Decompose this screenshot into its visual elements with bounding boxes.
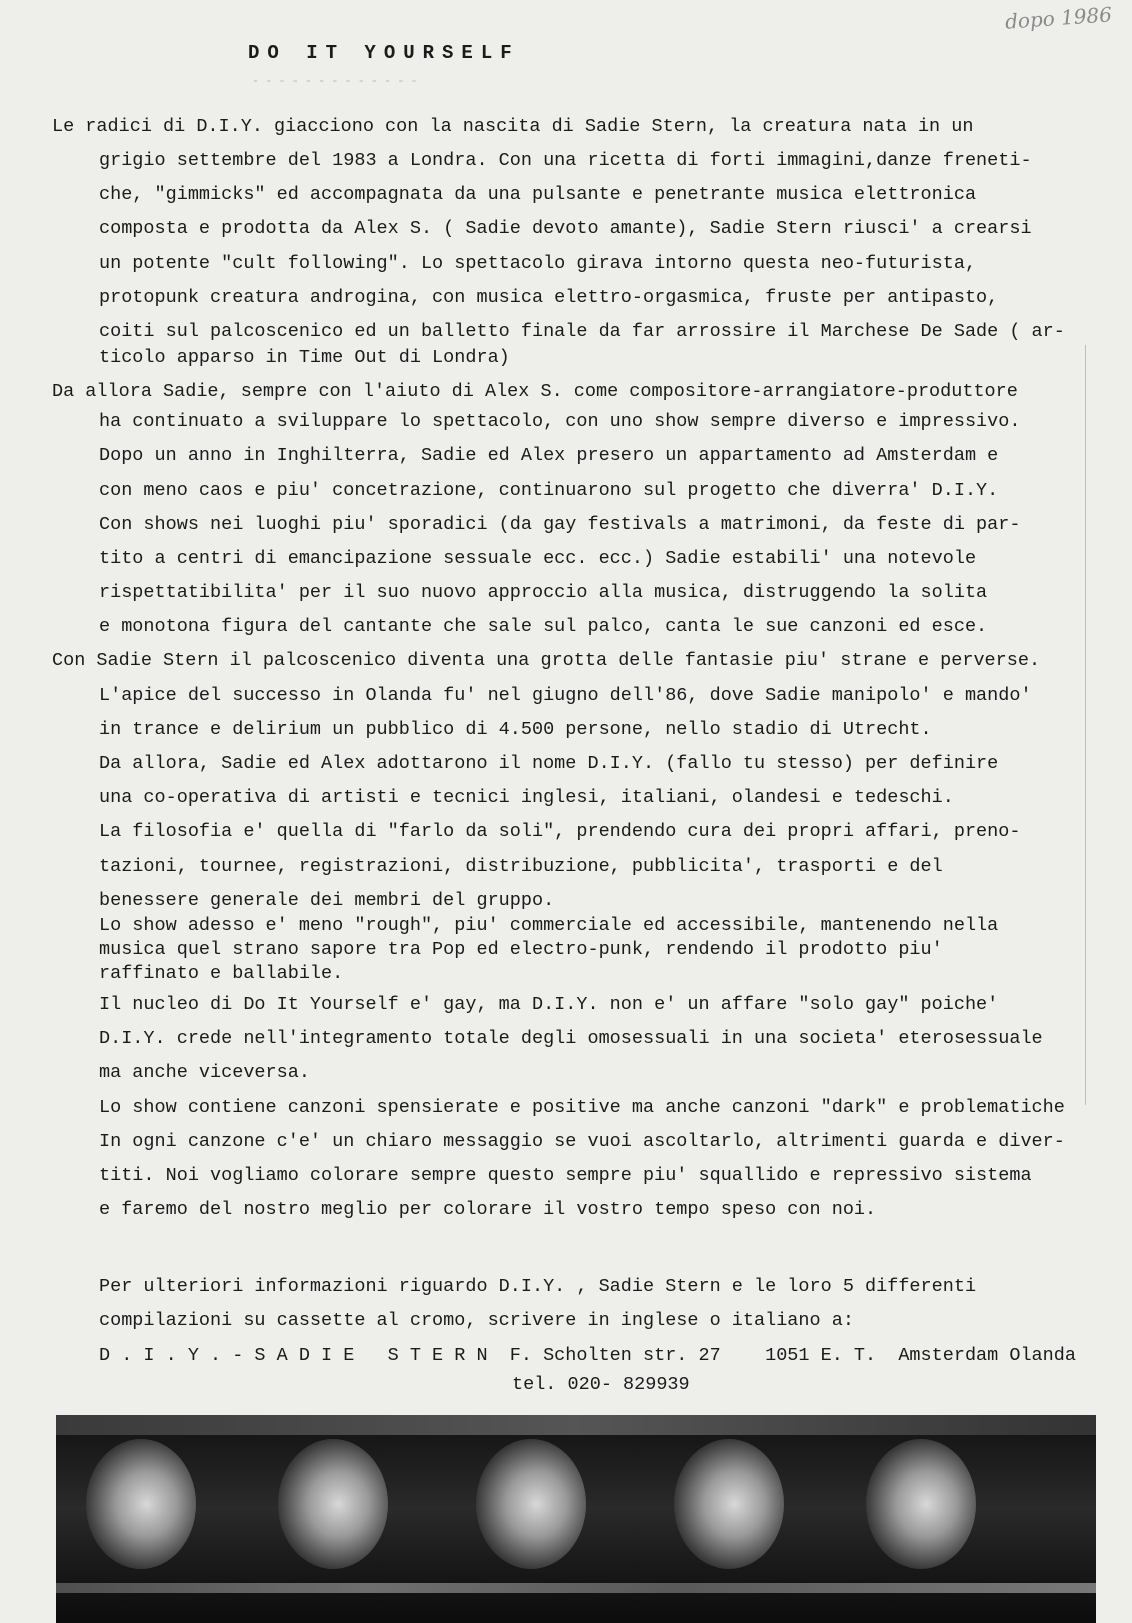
handwritten-annotation: dopo 1986: [1004, 2, 1113, 34]
text-line: in trance e delirium un pubblico di 4.500 persone, nello stadio di Utrecht.: [99, 719, 932, 740]
text-line: raffinato e ballabile.: [99, 963, 344, 984]
text-line: Lo show adesso e' meno "rough", piu' commerciale ed accessibile, mantenendo nella: [99, 915, 999, 936]
address-line: D . I . Y . - S A D I E S T E R N F. Scholten str. 27 1051 E. T. Amsterdam Olanda: [99, 1345, 1076, 1366]
text-line: Lo show contiene canzoni spensierate e positive ma anche canzoni "dark" e problematiche: [99, 1097, 1065, 1118]
photo-bottom-band: [56, 1583, 1096, 1593]
text-line: composta e prodotta da Alex S. ( Sadie devoto amante), Sadie Stern riusci' a crearsi: [99, 218, 1032, 239]
text-line: rispettatibilita' per il suo nuovo approccio alla musica, distruggendo la solita: [99, 582, 988, 603]
contact-line: Per ulteriori informazioni riguardo D.I.Y. , Sadie Stern e le loro 5 differenti: [99, 1276, 977, 1297]
text-line: Con Sadie Stern il palcoscenico diventa una grotta delle fantasie piu' strane e perverse.: [52, 650, 1041, 671]
photo-frame-face: [674, 1439, 784, 1569]
text-line: con meno caos e piu' concetrazione, continuarono sul progetto che diverra' D.I.Y.: [99, 480, 999, 501]
title-underline-strikeout: -------------: [252, 74, 424, 84]
text-line: benessere generale dei membri del gruppo.: [99, 890, 555, 911]
text-line: un potente "cult following". Lo spettacolo girava intorno questa neo-futurista,: [99, 253, 977, 274]
text-line: Dopo un anno in Inghilterra, Sadie ed Alex presero un appartamento ad Amsterdam e: [99, 445, 999, 466]
text-line: e faremo del nostro meglio per colorare il vostro tempo speso con noi.: [99, 1199, 877, 1220]
text-line: coiti sul palcoscenico ed un balletto finale da far arrossire il Marchese De Sade ( ar-: [99, 321, 1065, 342]
text-line: che, "gimmicks" ed accompagnata da una pulsante e penetrante musica elettronica: [99, 184, 977, 205]
text-line: una co-operativa di artisti e tecnici inglesi, italiani, olandesi e tedeschi.: [99, 787, 954, 808]
text-line: Le radici di D.I.Y. giacciono con la nascita di Sadie Stern, la creatura nata in un: [52, 116, 974, 137]
photo-frame-face: [476, 1439, 586, 1569]
text-line: grigio settembre del 1983 a Londra. Con una ricetta di forti immagini,danze freneti-: [99, 150, 1032, 171]
text-line: protopunk creatura androgina, con musica elettro-orgasmica, fruste per antipasto,: [99, 287, 999, 308]
text-line: L'apice del successo in Olanda fu' nel giugno dell'86, dove Sadie manipolo' e mando': [99, 685, 1032, 706]
phone-line: tel. 020- 829939: [512, 1374, 690, 1395]
contact-line: compilazioni su cassette al cromo, scrivere in inglese o italiano a:: [99, 1310, 854, 1331]
photo-top-band: [56, 1415, 1096, 1435]
text-line: ha continuato a sviluppare lo spettacolo, con uno show sempre diverso e impressivo.: [99, 411, 1021, 432]
text-line: D.I.Y. crede nell'integramento totale degli omosessuali in una societa' eterosessuale: [99, 1028, 1043, 1049]
text-line: Da allora Sadie, sempre con l'aiuto di Alex S. come compositore-arrangiatore-produttore: [52, 381, 1018, 402]
text-line: tazioni, tournee, registrazioni, distribuzione, pubblicita', trasporti e del: [99, 856, 943, 877]
text-line: titi. Noi vogliamo colorare sempre questo sempre piu' squallido e repressivo sistema: [99, 1165, 1032, 1186]
text-line: musica quel strano sapore tra Pop ed electro-punk, rendendo il prodotto piu': [99, 939, 943, 960]
text-line: La filosofia e' quella di "farlo da soli", prendendo cura dei propri affari, preno-: [99, 821, 1021, 842]
document-title: DO IT YOURSELF: [248, 42, 520, 64]
text-line: ma anche viceversa.: [99, 1062, 310, 1083]
photo-frame-face: [86, 1439, 196, 1569]
photo-frame-face: [866, 1439, 976, 1569]
film-strip-photo: [56, 1415, 1096, 1623]
text-line: Il nucleo di Do It Yourself e' gay, ma D.I.Y. non e' un affare "solo gay" poiche': [99, 994, 999, 1015]
text-line: Da allora, Sadie ed Alex adottarono il nome D.I.Y. (fallo tu stesso) per definire: [99, 753, 999, 774]
text-line: e monotona figura del cantante che sale sul palco, canta le sue canzoni ed esce.: [99, 616, 988, 637]
photo-frame-face: [278, 1439, 388, 1569]
text-line: In ogni canzone c'e' un chiaro messaggio se vuoi ascoltarlo, altrimenti guarda e diver-: [99, 1131, 1065, 1152]
margin-line: [1085, 345, 1086, 1105]
text-line: Con shows nei luoghi piu' sporadici (da gay festivals a matrimoni, da feste di par-: [99, 514, 1021, 535]
text-line: ticolo apparso in Time Out di Londra): [99, 347, 510, 368]
text-line: tito a centri di emancipazione sessuale ecc. ecc.) Sadie estabili' una notevole: [99, 548, 977, 569]
